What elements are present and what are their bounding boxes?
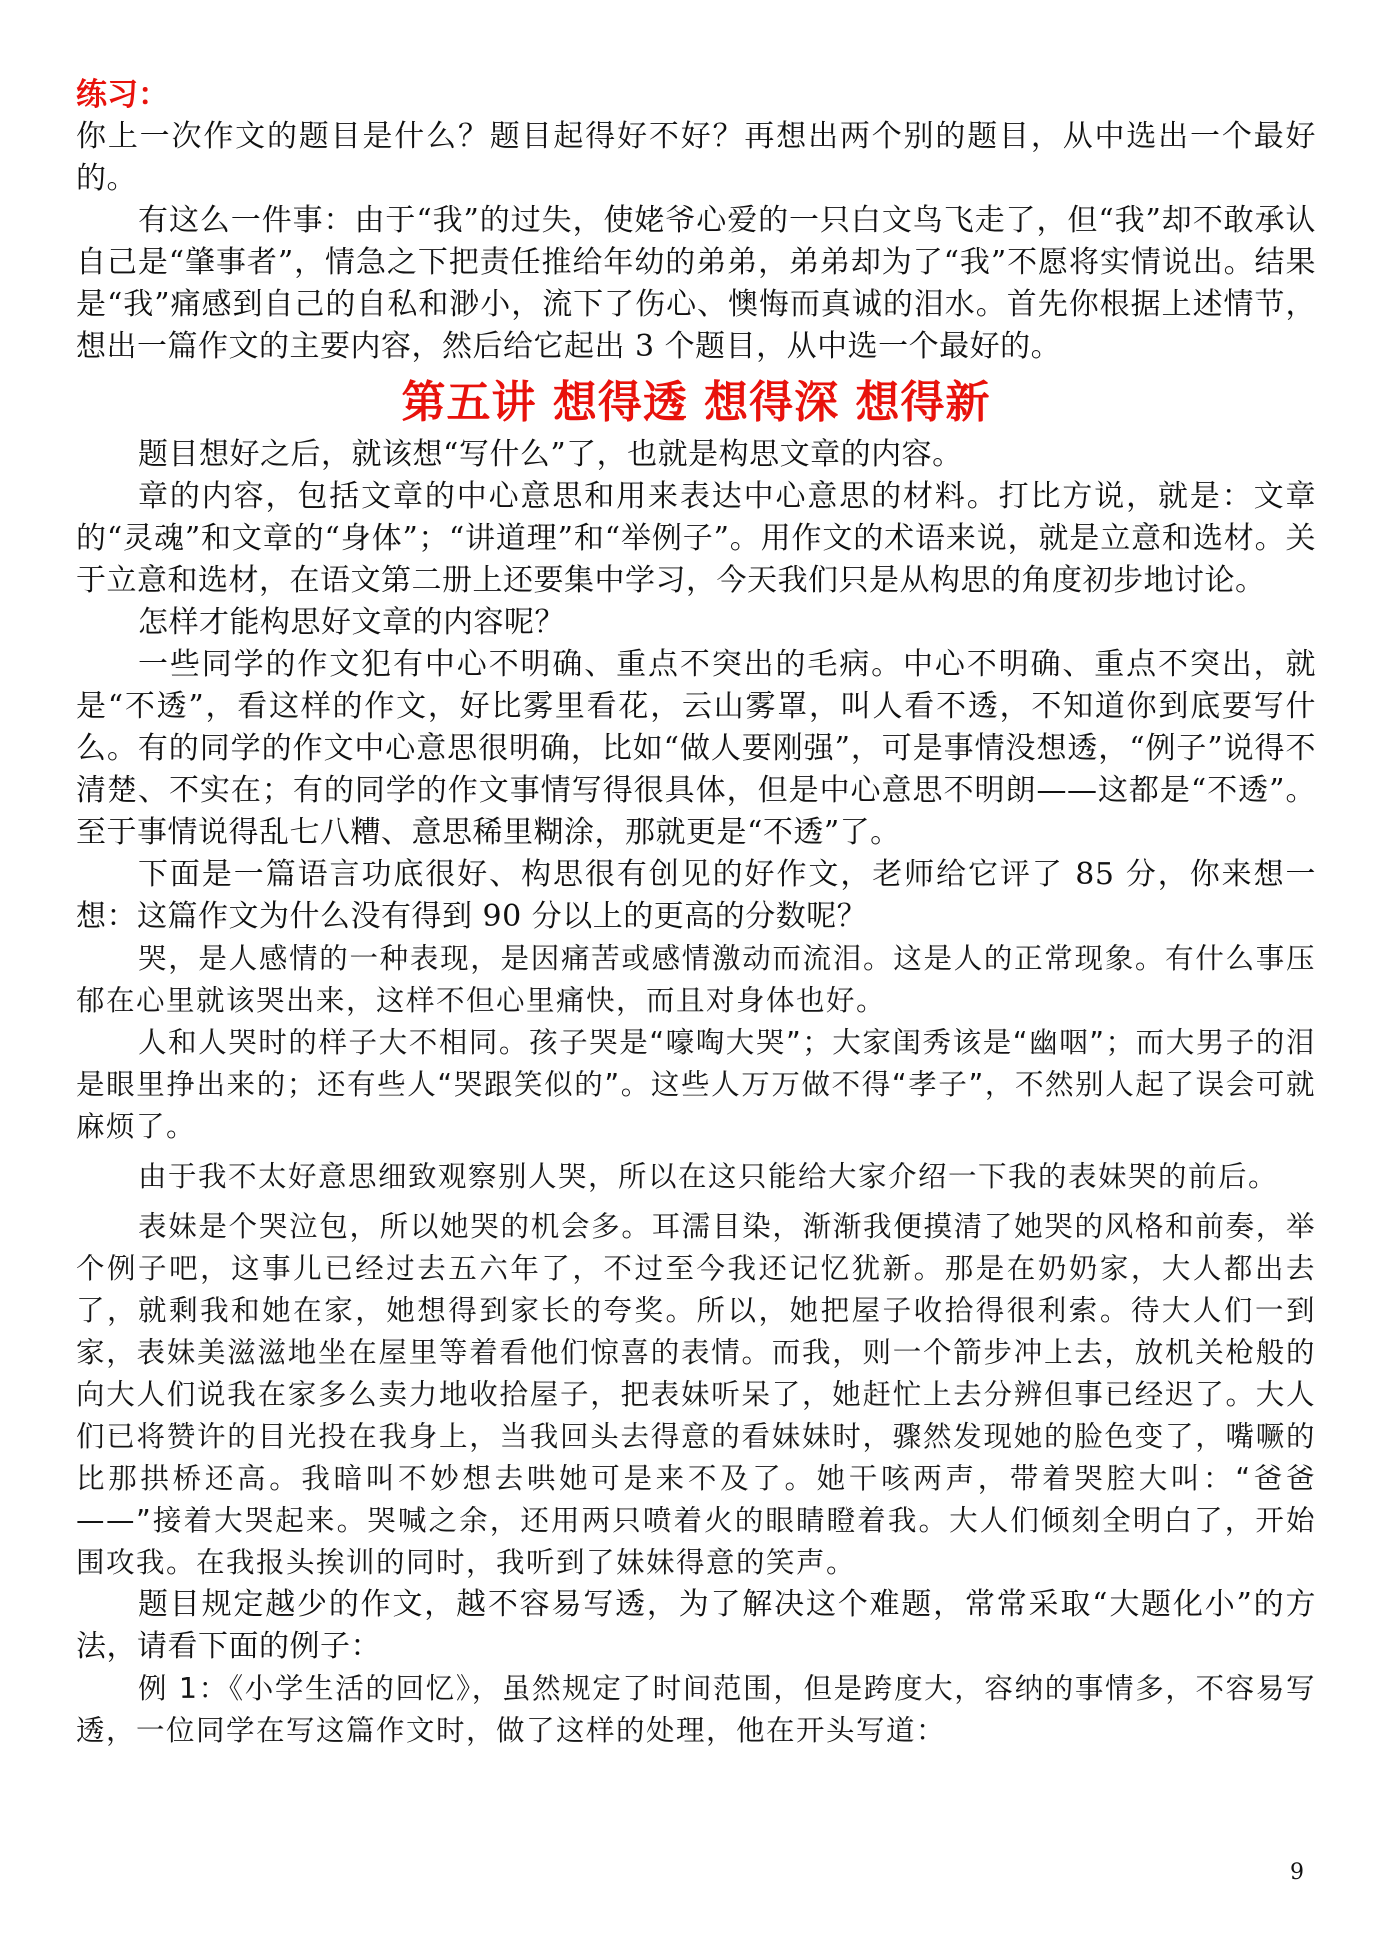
example-paragraph: 例 1：《小学生活的回忆》，虽然规定了时间范围，但是跨度大，容纳的事情多，不容易写透，一位同学在写这篇作文时，做了这样的处理，他在开头写道：	[76, 1672, 1316, 1747]
exercise-label: 练习：	[76, 77, 169, 113]
body-paragraph: 一些同学的作文犯有中心不明确、重点不突出的毛病。中心不明确、重点不突出，就是“不透”，看这样的作文，好比雾里看花，云山雾罩，叫人看不透，不知道你到底要写什么。有的同学的作文中心意思很明确，比如“做人要刚强”，可是事情没想透，“例子”说得不清楚、不实在；有的同学的作文事情写得很具体，但是中心意思不明朗——这都是“不透”。至于事情说得乱七八糟、意思稀里糊涂，那就更是“不透”了。	[76, 647, 1316, 850]
page-number: 9	[1290, 1860, 1304, 1885]
lecture-heading: 第五讲 想得透 想得深 想得新	[401, 377, 991, 428]
body-paragraph: 下面是一篇语言功底很好、构思很有创见的好作文，老师给它评了 85 分，你来想一想：这篇作文为什么没有得到 90 分以上的更高的分数呢？	[76, 857, 1316, 934]
body-paragraph: 怎样才能构思好文章的内容呢？	[138, 605, 565, 640]
body-paragraph: 题目想好之后，就该想“写什么”了，也就是构思文章的内容。	[138, 437, 963, 472]
page-content	[76, 74, 1316, 1752]
closing-paragraph: 题目规定越少的作文，越不容易写透，为了解决这个难题，常常采取“大题化小”的方法，请看下面的例子：	[76, 1587, 1316, 1664]
essay-paragraph: 表妹是个哭泣包，所以她哭的机会多。耳濡目染，渐渐我便摸清了她哭的风格和前奏，举个例子吧，这事儿已经过去五六年了，不过至今我还记忆犹新。那是在奶奶家，大人都出去了，就剩我和她在家，她想得到家长的夸奖。所以，她把屋子收拾得很利索。待大人们一到家，表妹美滋滋地坐在屋里等着看他们惊喜的表情。而我，则一个箭步冲上去，放机关枪般的向大人们说我在家多么卖力地收拾屋子，把表妹听呆了，她赶忙上去分辨但事已经迟了。大人们已将赞许的目光投在我身上，当我回头去得意的看妹妹时，骤然发现她的脸色变了，嘴噘的比那拱桥还高。我暗叫不妙想去哄她可是来不及了。她干咳两声，带着哭腔大叫：“爸爸——”接着大哭起来。哭喊之余，还用两只喷着火的眼睛瞪着我。大人们倾刻全明白了，开始围攻我。在我报头挨训的同时，我听到了妹妹得意的笑声。	[76, 1210, 1316, 1579]
essay-paragraph: 由于我不太好意思细致观察别人哭，所以在这只能给大家介绍一下我的表妹哭的前后。	[138, 1160, 1279, 1193]
exercise-scenario: 有这么一件事：由于“我”的过失，使姥爷心爱的一只白文鸟飞走了，但“我”却不敢承认自己是“肇事者”，情急之下把责任推给年幼的弟弟，弟弟却为了“我”不愿将实情说出。结果是“我”痛感到自己的自私和渺小，流下了伤心、懊悔而真诚的泪水。首先你根据上述情节，想出一篇作文的主要内容，然后给它起出 3 个题目，从中选一个最好的。	[76, 203, 1316, 364]
body-paragraph: 章的内容，包括文章的中心意思和用来表达中心意思的材料。打比方说，就是：文章的“灵魂”和文章的“身体”；“讲道理”和“举例子”。用作文的术语来说，就是立意和选材。关于立意和选材，在语文第二册上还要集中学习，今天我们只是从构思的角度初步地讨论。	[76, 479, 1316, 598]
essay-paragraph: 哭，是人感情的一种表现，是因痛苦或感情激动而流泪。这是人的正常现象。有什么事压郁在心里就该哭出来，这样不但心里痛快，而且对身体也好。	[76, 942, 1316, 1017]
exercise-question: 你上一次作文的题目是什么？题目起得好不好？再想出两个别的题目，从中选出一个最好的。	[76, 119, 1316, 196]
essay-paragraph: 人和人哭时的样子大不相同。孩子哭是“嚎啕大哭”；大家闺秀该是“幽咽”；而大男子的泪是眼里挣出来的；还有些人“哭跟笑似的”。这些人万万做不得“孝子”，不然别人起了误会可就麻烦了。	[76, 1026, 1316, 1143]
